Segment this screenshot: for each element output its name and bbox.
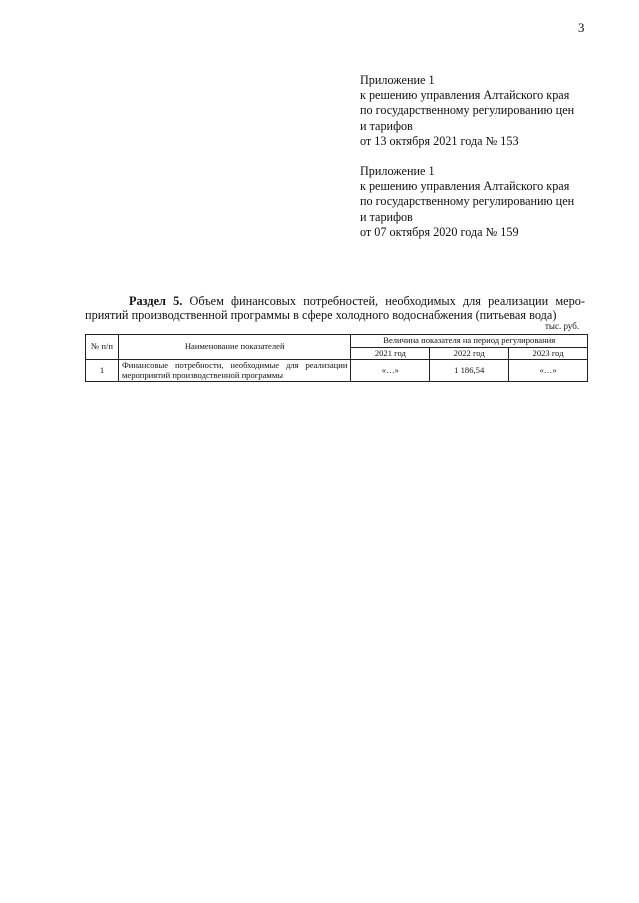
row-number: 1 bbox=[86, 360, 119, 382]
appendix-line: к решению управления Алтайского края bbox=[360, 179, 570, 194]
section-label: Раздел 5. bbox=[129, 294, 183, 308]
row-value: «…» bbox=[351, 360, 430, 382]
units-label: тыс. руб. bbox=[545, 321, 580, 331]
header-year: 2021 год bbox=[351, 347, 430, 360]
row-value: 1 186,54 bbox=[430, 360, 509, 382]
header-year: 2023 год bbox=[509, 347, 588, 360]
section-title-line2: приятий производственной программы в сфере холодного водоснабжения (питьевая вода) bbox=[85, 308, 557, 322]
section-heading-line1 bbox=[85, 294, 585, 308]
appendix-line: от 07 октября 2020 года № 159 bbox=[360, 224, 519, 239]
appendix-line: по государственному регулированию цен bbox=[360, 103, 575, 118]
header-period-group: Величина показателя на период регулирования bbox=[351, 335, 588, 348]
appendix-header-current bbox=[360, 73, 600, 149]
row-name: Финансовые потребности, необходимые для реализации мероприятий производственной программы bbox=[118, 360, 351, 382]
table-row bbox=[86, 360, 588, 382]
appendix-line: от 13 октября 2021 года № 153 bbox=[360, 133, 519, 148]
appendix-line: и тарифов bbox=[360, 209, 413, 224]
appendix-header-previous bbox=[360, 164, 600, 240]
appendix-line: Приложение 1 bbox=[360, 164, 435, 178]
header-name: Наименование показателей bbox=[118, 335, 351, 360]
appendix-line: Приложение 1 bbox=[360, 73, 435, 87]
header-year: 2022 год bbox=[430, 347, 509, 360]
header-number: № п/п bbox=[86, 335, 119, 360]
appendix-line: и тарифов bbox=[360, 118, 413, 133]
financial-needs-table bbox=[85, 334, 588, 382]
page-number: 3 bbox=[578, 20, 585, 35]
appendix-line: к решению управления Алтайского края bbox=[360, 88, 570, 103]
row-value: «…» bbox=[509, 360, 588, 382]
section-heading bbox=[85, 294, 585, 322]
section-title-line1: Объем финансовых потребностей, необходимых для реализации меро- bbox=[189, 294, 585, 308]
appendix-line: по государственному регулированию цен bbox=[360, 194, 575, 209]
table-header-row bbox=[86, 335, 588, 348]
